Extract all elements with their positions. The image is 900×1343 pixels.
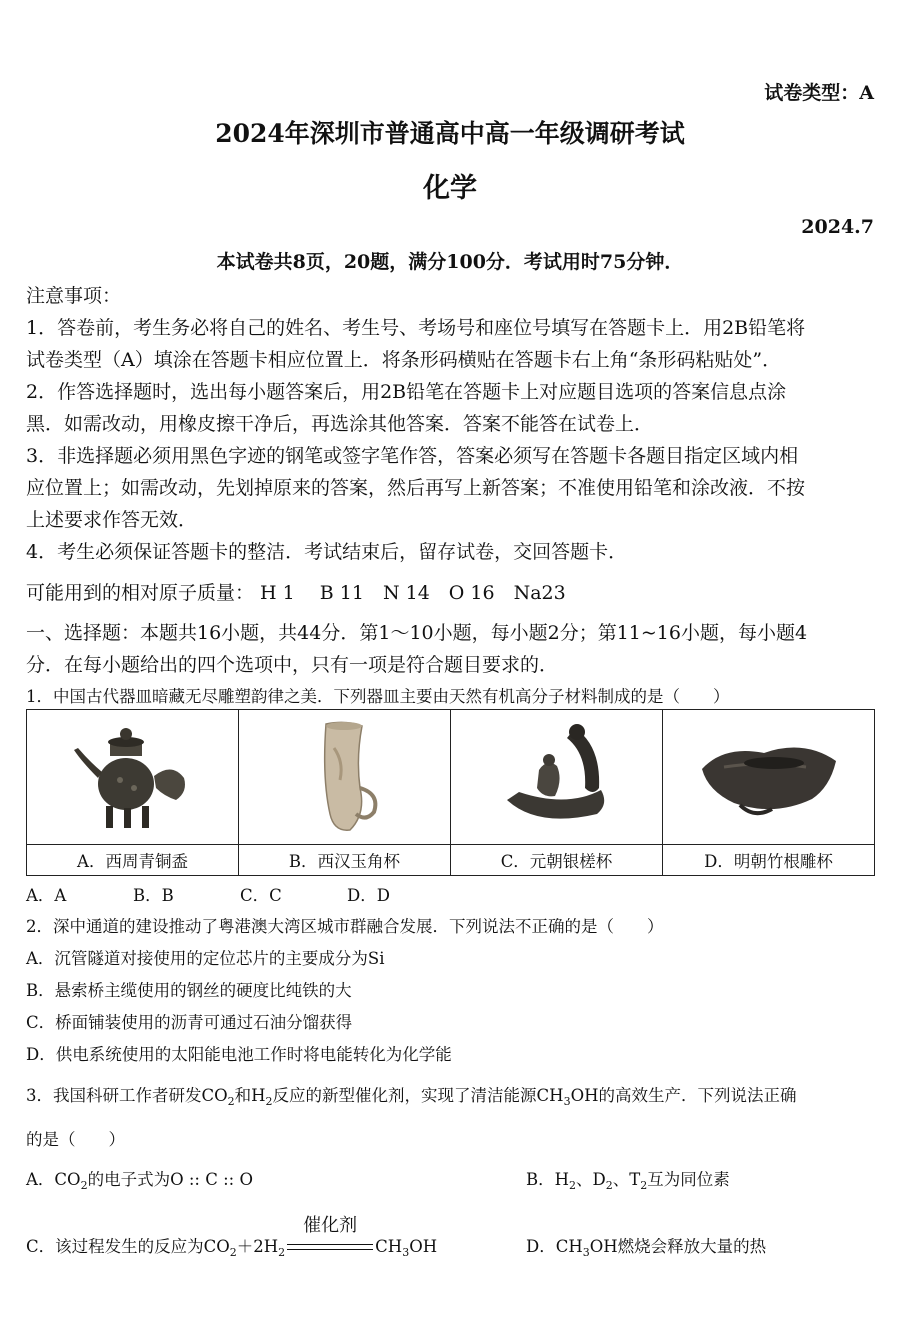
q1-option-d: D．D	[347, 886, 390, 905]
note-3-line-2: 应位置上；如需改动，先划掉原来的答案，然后再写上新答案；不准使用铅笔和涂改液．不按	[26, 477, 806, 499]
caption-b: B．西汉玉角杯	[239, 845, 451, 876]
q2-option-c: C．桥面铺装使用的沥青可通过石油分馏获得	[26, 1013, 353, 1032]
q3-option-b: B．$H_2$、$D_2$、$T_2$互为同位素	[526, 1170, 730, 1192]
notes-heading: 注意事项：	[26, 285, 122, 307]
q1-option-a: A．A	[26, 886, 67, 905]
note-1-line-2: 试卷类型（A）填涂在答题卡相应位置上．将条形码横贴在答题卡右上角“条形码粘贴处”．	[26, 349, 782, 371]
caption-c: C．元朝银槎杯	[451, 845, 663, 876]
section1-line-1: 一、选择题：本题共16小题，共44分．第1～10小题，每小题2分；第11~16小题，每小题4	[26, 622, 808, 644]
q1-option-b: B．B	[133, 886, 174, 905]
note-4: 4．考生必须保证答题卡的整洁．考试结束后，留存试卷，交回答题卡．	[26, 541, 628, 563]
q3-option-d: D．$CH_3OH$燃烧会释放大量的热	[526, 1237, 767, 1259]
bronze-he-image	[27, 710, 239, 845]
note-2-line-2: 黑．如需改动，用橡皮擦干净后，再选涂其他答案．答案不能答在试卷上．	[26, 413, 654, 435]
jade-horn-cup-image	[239, 710, 451, 845]
q3-option-c: C．该过程发生的反应为$CO_2+2H_2$ 催化剂 $CH_3OH$	[26, 1214, 438, 1259]
note-1-line-1: 1．答卷前，考生务必将自己的姓名、考生号、考场号和座位号填写在答题卡上．用2B铅笔将	[26, 317, 806, 339]
q1-image-table	[26, 709, 875, 876]
caption-a: A．西周青铜盉	[27, 845, 239, 876]
note-3-line-1: 3．非选择题必须用黑色字迹的钢笔或签字笔作答，答案必须写在答题卡各题目指定区域内相	[26, 445, 799, 467]
q3-stem-line-1: 3．我国科研工作者研发$CO_2$和$H_2$反应的新型催化剂，实现了清洁能源$CH_3OH$的高效生产．下列说法正确	[26, 1086, 797, 1108]
subject-title: 化学	[423, 173, 477, 204]
silver-raft-cup-image	[451, 710, 663, 845]
q2-stem: 2．深中通道的建设推动了粤港澳大湾区城市群融合发展．下列说法不正确的是（ ）	[26, 917, 664, 936]
q3-stem-line-2: 的是（ ）	[26, 1130, 125, 1149]
caption-d: D．明朝竹根雕杯	[663, 845, 875, 876]
q2-option-d: D．供电系统使用的太阳能电池工作时将电能转化为化学能	[26, 1045, 452, 1064]
q2-option-b: B．悬索桥主缆使用的钢丝的硬度比纯铁的大	[26, 981, 352, 1000]
exam-date: 2024.7	[801, 216, 874, 238]
reaction-arrow: 催化剂	[287, 1237, 373, 1259]
note-3-line-3: 上述要求作答无效．	[26, 509, 198, 531]
exam-title: 2024年深圳市普通高中高一年级调研考试	[215, 119, 685, 148]
section1-line-2: 分．在每小题给出的四个选项中，只有一项是符合题目要求的．	[26, 654, 559, 676]
q3-option-a: A．$CO_2$的电子式为O :: C :: O	[26, 1170, 253, 1192]
atomic-masses: 可能用到的相对原子质量： H 1 B 11 N 14 O 16 Na23	[26, 582, 566, 604]
q1-option-c: C．C	[240, 886, 282, 905]
exam-summary: 本试卷共8页，20题，满分100分．考试用时75分钟．	[216, 251, 684, 273]
q1-stem: 1．中国古代器皿暗藏无尽雕塑韵律之美．下列器皿主要由天然有机高分子材料制成的是（ ）	[26, 687, 730, 706]
paper-type: 试卷类型：A	[764, 82, 874, 104]
note-2-line-1: 2．作答选择题时，选出每小题答案后，用2B铅笔在答题卡上对应题目选项的答案信息点涂	[26, 381, 787, 403]
q2-option-a: A．沉管隧道对接使用的定位芯片的主要成分为Si	[26, 949, 385, 968]
bamboo-root-cup-image	[663, 710, 875, 845]
